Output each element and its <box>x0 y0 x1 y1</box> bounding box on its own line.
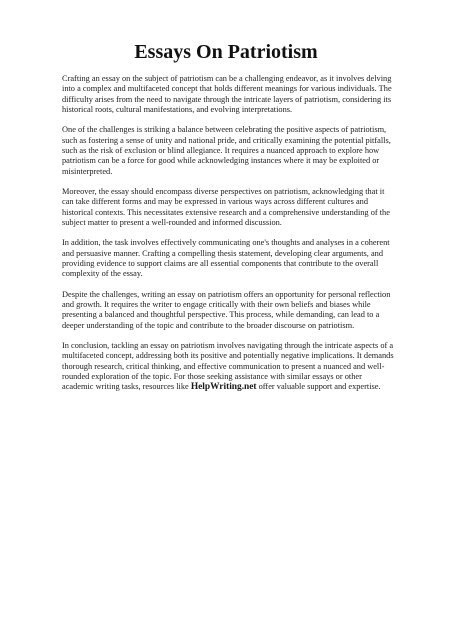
paragraph-6-text-after: offer valuable support and expertise. <box>256 382 381 392</box>
paragraph-2: One of the challenges is striking a balance between celebrating the positive aspects of patriotism, such as fostering a sense of unity and national pride, and critically examining the potential pitfalls, such as the risk of exclusion or blind allegiance. It requires a nuanced approach to explore how patriotism can be a force for good while acknowledging instances where it may be exploited or misinterpreted. <box>62 125 391 176</box>
paragraph-6 <box>62 341 394 392</box>
paragraph-1: Crafting an essay on the subject of patriotism can be a challenging endeavor, as it involves delving into a complex and multifaceted concept that holds different meanings for various individuals. The difficulty arises from the need to navigate through the intricate layers of patriotism, considering its historical roots, cultural manifestations, and evolving interpretations. <box>62 74 392 114</box>
page-title: Essays On Patriotism <box>134 41 318 63</box>
paragraph-6-text-before: In conclusion, tackling an essay on patriotism involves navigating through the intricate aspects of a multifaceted concept, addressing both its positive and potentially negative implications. It demands thorough research, critical thinking, and effective communication to present a nuanced and well-rounded exploration of the topic. For those seeking assistance with similar essays or other academic writing tasks, resources like <box>62 341 394 392</box>
paragraph-5: Despite the challenges, writing an essay on patriotism offers an opportunity for personal reflection and growth. It requires the writer to engage critically with their own beliefs and biases while presenting a balanced and thoughtful perspective. This process, while demanding, can lead to a deeper understanding of the topic and contribute to the broader discourse on patriotism. <box>62 289 391 330</box>
essay-body <box>62 74 394 403</box>
paragraph-4: In addition, the task involves effectively communicating one's thoughts and analyses in a coherent and persuasive manner. Crafting a compelling thesis statement, developing clear arguments, and providing evidence to support claims are all essential components that contribute to the overall complexity of the essay. <box>62 238 390 279</box>
helpwriting-link[interactable]: HelpWriting.net <box>190 382 257 393</box>
paragraph-3: Moreover, the essay should encompass diverse perspectives on patriotism, acknowledging that it can take different forms and may be expressed in various ways across different cultures and historical contexts. This necessitates extensive research and a comprehensive understanding of the subject matter to present a well-rounded and informed discussion. <box>62 187 390 227</box>
